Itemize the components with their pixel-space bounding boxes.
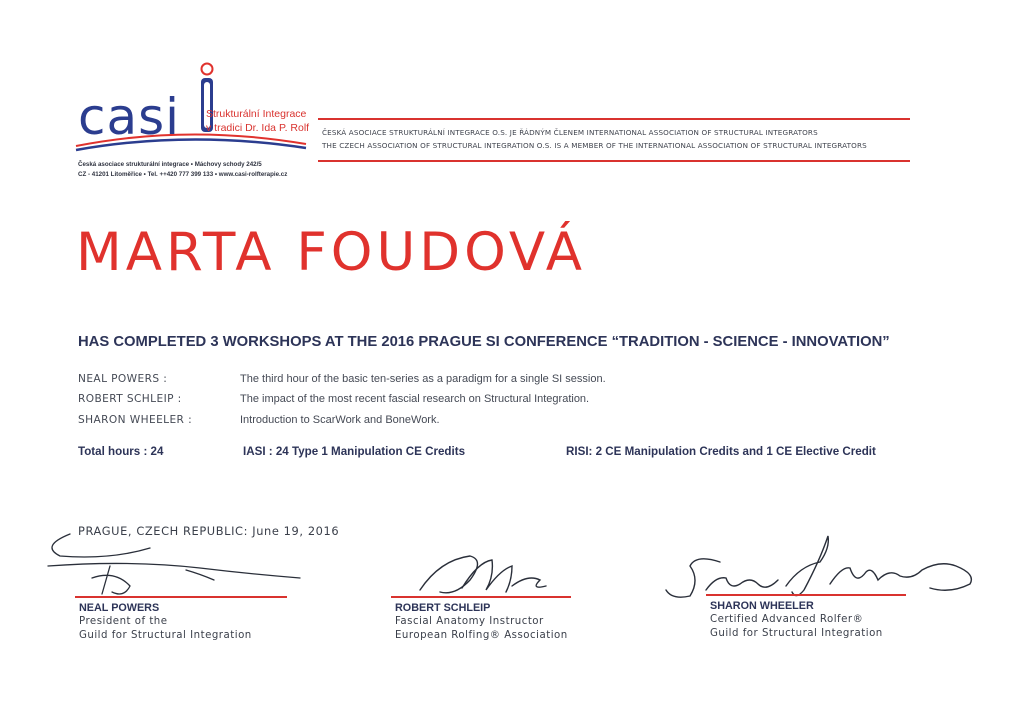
completion-headline: HAS COMPLETED 3 WORKSHOPS AT THE 2016 PRAGUE SI CONFERENCE “TRADITION - SCIENCE - INNOVATION” (78, 334, 890, 350)
signatory-role: Fascial Anatomy Instructor (395, 616, 544, 627)
recipient-name: MARTA FOUDOVÁ (76, 222, 587, 283)
logo-subtitle: v tradici Dr. Ida P. Rolf (206, 122, 310, 134)
logo-address: Česká asociace strukturální integrace • Máchovy schody 242/5 (78, 161, 262, 168)
signatory-name: ROBERT SCHLEIP (395, 602, 491, 614)
risi-credits: RISI: 2 CE Manipulation Credits and 1 CE Elective Credit (566, 445, 876, 458)
workshop-title: Introduction to ScarWork and BoneWork. (240, 414, 440, 426)
signatory-role: European Rolfing® Association (395, 630, 568, 641)
membership-statement-en: THE CZECH ASSOCIATION OF STRUCTURAL INTEGRATION O.S. IS A MEMBER OF THE INTERNATIONAL ASSOCIATION OF STRUCTURAL INTEGRATORS (322, 141, 867, 150)
signature-rule (391, 596, 571, 598)
signature-sharon-wheeler (666, 536, 971, 597)
signatory-name: NEAL POWERS (79, 602, 160, 614)
logo-address: CZ - 41201 Litoměřice • Tel. ++420 777 399 133 • www.casi-rolfterapie.cz (78, 171, 288, 178)
iasi-credits: IASI : 24 Type 1 Manipulation CE Credits (243, 445, 466, 458)
workshop-title: The third hour of the basic ten-series as a paradigm for a single SI session. (240, 373, 606, 385)
signatory-role: President of the (79, 616, 168, 627)
signature-robert-schleip (420, 556, 546, 593)
workshop-instructor: ROBERT SCHLEIP : (78, 393, 182, 405)
signatory-role: Certified Advanced Rolfer® (710, 614, 864, 625)
logo-wordmark: casi (78, 88, 181, 146)
workshop-title: The impact of the most recent fascial research on Structural Integration. (240, 393, 590, 405)
signature-rule (706, 594, 906, 596)
signatory-role: Guild for Structural Integration (79, 630, 252, 641)
membership-statement-cz: ČESKÁ ASOCIACE STRUKTURÁLNÍ INTEGRACE O.S. JE ŘÁDNÝM ČLENEM INTERNATIONAL ASSOCIATION OF STRUCTURAL INTEGRATORS (322, 128, 818, 137)
signatory-role: Guild for Structural Integration (710, 628, 883, 639)
signatory-name: SHARON WHEELER (710, 600, 814, 612)
total-hours: Total hours : 24 (78, 445, 164, 458)
signature-neal-powers (48, 534, 300, 594)
signature-rule (75, 596, 287, 598)
workshop-instructor: NEAL POWERS : (78, 373, 168, 385)
logo-subtitle: Strukturální Integrace (206, 108, 307, 120)
workshop-instructor: SHARON WHEELER : (78, 414, 193, 426)
place-date: PRAGUE, CZECH REPUBLIC: June 19, 2016 (78, 524, 340, 538)
